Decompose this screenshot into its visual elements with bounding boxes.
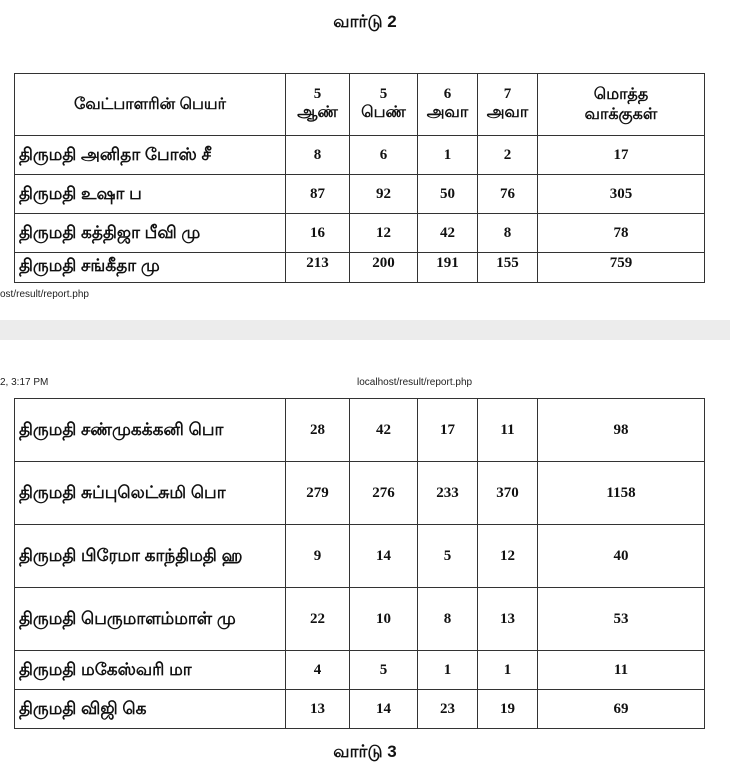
vote-cell: 10 — [350, 588, 418, 651]
table-row — [15, 214, 705, 253]
page-header-url: localhost/result/report.php — [357, 377, 473, 388]
vote-cell: 16 — [286, 214, 350, 253]
vote-cell: 8 — [418, 588, 478, 651]
vote-cell: 14 — [350, 525, 418, 588]
vote-cell: 42 — [418, 214, 478, 253]
total-cell: 305 — [538, 175, 705, 214]
vote-cell: 279 — [286, 462, 350, 525]
vote-cell: 233 — [418, 462, 478, 525]
candidate-name: திருமதி சுப்புலெட்சுமி பொ — [15, 462, 286, 525]
candidate-name: திருமதி பிரேமா காந்திமதி ஹ — [15, 525, 286, 588]
vote-cell: 12 — [478, 525, 538, 588]
total-cell: 11 — [538, 651, 705, 690]
vote-cell: 22 — [286, 588, 350, 651]
table-row — [15, 588, 705, 651]
vote-cell: 17 — [418, 399, 478, 462]
header-col2: 5 பெண் — [350, 74, 418, 136]
vote-cell: 8 — [478, 214, 538, 253]
vote-cell: 213 — [286, 253, 350, 283]
candidate-name: திருமதி விஜி கெ — [15, 690, 286, 729]
candidate-name: திருமதி கத்திஜா பீவி மு — [15, 214, 286, 253]
candidate-name: திருமதி பெருமாளம்மாள் மு — [15, 588, 286, 651]
table-row — [15, 175, 705, 214]
table-row — [15, 462, 705, 525]
next-ward-title: வார்டு 3 — [333, 742, 397, 761]
header-col4: 7 அவா — [478, 74, 538, 136]
vote-cell: 4 — [286, 651, 350, 690]
table-row — [15, 399, 705, 462]
header-candidate-name: வேட்பாளரின் பெயர் — [15, 74, 286, 136]
vote-cell: 1 — [418, 651, 478, 690]
vote-cell: 6 — [350, 136, 418, 175]
candidate-name: திருமதி உஷா ப — [15, 175, 286, 214]
vote-cell: 9 — [286, 525, 350, 588]
table-header-row — [15, 74, 705, 136]
candidate-name: திருமதி சண்முகக்கனி பொ — [15, 399, 286, 462]
candidate-name: திருமதி மகேஸ்வரி மா — [15, 651, 286, 690]
vote-cell: 155 — [478, 253, 538, 283]
vote-cell: 370 — [478, 462, 538, 525]
vote-cell: 276 — [350, 462, 418, 525]
vote-cell: 76 — [478, 175, 538, 214]
page-break — [0, 305, 730, 355]
vote-cell: 1 — [478, 651, 538, 690]
vote-cell: 13 — [478, 588, 538, 651]
table-row — [15, 525, 705, 588]
candidate-name: திருமதி அனிதா போஸ் சீ — [15, 136, 286, 175]
vote-cell: 1 — [418, 136, 478, 175]
table-row — [15, 690, 705, 729]
total-cell: 40 — [538, 525, 705, 588]
candidate-name: திருமதி சங்கீதா மு — [15, 253, 286, 283]
total-cell: 17 — [538, 136, 705, 175]
vote-cell: 8 — [286, 136, 350, 175]
vote-cell: 42 — [350, 399, 418, 462]
total-cell: 759 — [538, 253, 705, 283]
header-total: மொத்த வாக்குகள் — [538, 74, 705, 136]
total-cell: 53 — [538, 588, 705, 651]
vote-cell: 14 — [350, 690, 418, 729]
header-col3: 6 அவா — [418, 74, 478, 136]
vote-cell: 191 — [418, 253, 478, 283]
header-col1: 5 ஆண் — [286, 74, 350, 136]
vote-cell: 13 — [286, 690, 350, 729]
vote-cell: 87 — [286, 175, 350, 214]
vote-cell: 23 — [418, 690, 478, 729]
vote-cell: 11 — [478, 399, 538, 462]
vote-cell: 12 — [350, 214, 418, 253]
ward-title: வார்டு 2 — [333, 12, 397, 31]
table-row — [15, 651, 705, 690]
table-row — [15, 136, 705, 175]
results-table-page2 — [14, 398, 705, 729]
vote-cell: 5 — [350, 651, 418, 690]
vote-cell: 50 — [418, 175, 478, 214]
page-header-time: 2, 3:17 PM — [0, 377, 49, 388]
vote-cell: 19 — [478, 690, 538, 729]
total-cell: 78 — [538, 214, 705, 253]
total-cell: 1158 — [538, 462, 705, 525]
page-footer-url: ost/result/report.php — [0, 289, 89, 300]
table-row — [15, 253, 705, 283]
total-cell: 98 — [538, 399, 705, 462]
total-cell: 69 — [538, 690, 705, 729]
vote-cell: 5 — [418, 525, 478, 588]
vote-cell: 200 — [350, 253, 418, 283]
vote-cell: 92 — [350, 175, 418, 214]
vote-cell: 2 — [478, 136, 538, 175]
results-table-page1 — [14, 73, 705, 283]
vote-cell: 28 — [286, 399, 350, 462]
